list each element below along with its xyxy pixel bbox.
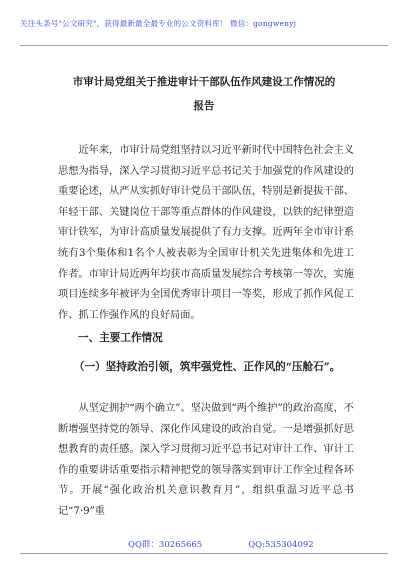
title-line-1: 市审计局党组关于推进审计干部队伍作风建设工作情况的 bbox=[72, 76, 336, 88]
footer-contact bbox=[128, 538, 360, 550]
document-title bbox=[36, 70, 372, 118]
footer-divider bbox=[20, 553, 388, 554]
section-heading: 一、主要工作情况 bbox=[78, 332, 163, 344]
body-paragraph: 从坚定拥护“两个确立”、坚决做到“两个维护”的政治高度，不断增强坚持党的领导、深化作风建设的政治自觉。一是增强抓好思想教育的责任感。深入学习贯彻习近平总书记对审计工作、审计工作的重要讲话重要指示精神把党的领导落实到审计工作全过程各环节。开展“强化政治机关意识教育月”，组织重温习近平总书记“7·9”重 bbox=[58, 403, 354, 517]
header-divider bbox=[20, 45, 388, 46]
footer-qq-group: QQ群：30265665 bbox=[128, 540, 203, 550]
intro-paragraph: 近年来，市审计局党组坚持以习近平新时代中国特色社会主义思想为指导，深入学习贯彻习近平总书记关于加强党的作风建设的重要论述，从严从实抓好审计党员干部队伍，特别是新提拔干部、年轻干部、关键岗位干部等重点群体的作风建设，以铁的纪律塑造审计铁军，为审计高质量发展提供了有力支撑。近两年全市审计系统有3个集体和1名个人被表彰为全国审计机关先进集体和先进工作者。市审计局近两年均获市高质量发展综合考核第一等次，实施项目连续多年被评为全国优秀审计项目一等奖，形成了抓作风促工作、抓工作强作风的良好局面。 bbox=[58, 145, 354, 321]
footer-qq-number: QQ:535304092 bbox=[248, 540, 314, 550]
header-banner: 关注头条号"公文研究"，获得最新最全最专业的公文资料库！ 微信：gongwenyj bbox=[20, 19, 297, 28]
sub-heading: （一）坚持政治引领，筑牢强党性、正作风的“压舱石”。 bbox=[58, 361, 341, 373]
title-line-2: 报告 bbox=[193, 100, 215, 112]
